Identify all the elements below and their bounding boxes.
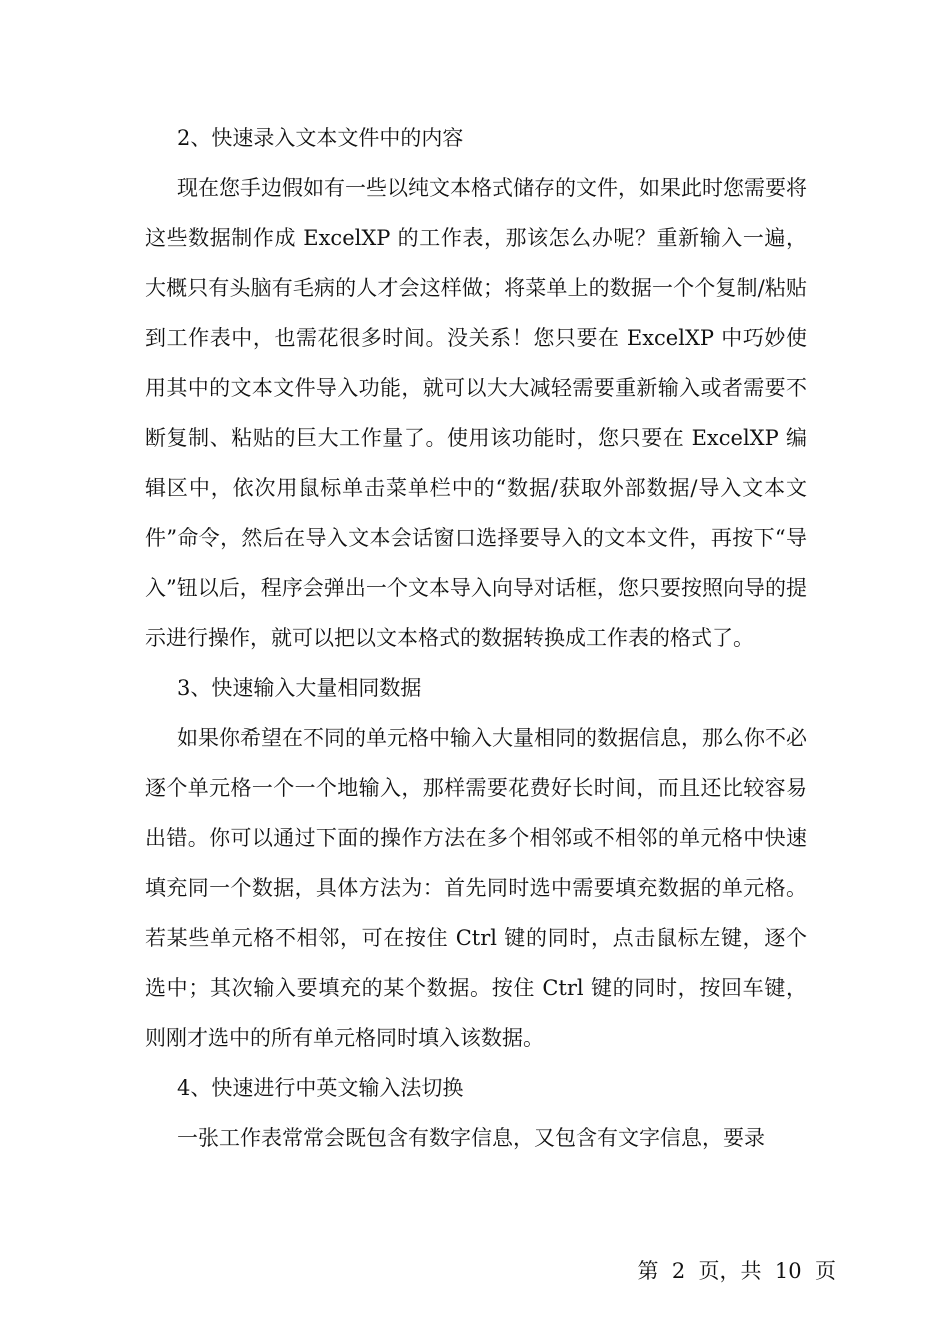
section-heading-4: 4、快速进行中英文输入法切换 (177, 1076, 464, 1100)
page-number-footer: 第 2 页，共 10 页 (637, 1259, 836, 1283)
paragraph-input-switch: 一张工作表常常会既包含有数字信息，又包含有文字信息，要录 (177, 1126, 765, 1150)
paragraph-text-import: 现在您手边假如有一些以纯文本格式储存的文件，如果此时您需要将这些数据制作成 ExcelXP 的工作表，那该怎么办呢？重新输入一遍，大概只有头脑有毛病的人才会这样做；将菜单上的数据一个个复制/粘贴到工作表中，也需花很多时间。没关系！您只要在 ExcelXP 中巧妙使用其中的文本文件导入功能，就可以大大减轻需要重新输入或者需要不断复制、粘贴的巨大工作量了。使用该功能时，您只要在 ExcelXP 编辑区中，依次用鼠标单击菜单栏中的“数据/获取外部数据/导入文本文件”命令，然后在导入文本会话窗口选择要导入的文本文件，再按下“导入”钮以后，程序会弹出一个文本导入向导对话框，您只要按照向导的提示进行操作，就可以把以文本格式的数据转换成工作表的格式了。 (145, 176, 807, 650)
section-heading-2: 2、快速录入文本文件中的内容 (177, 126, 464, 150)
document-body (145, 113, 807, 1163)
section-heading-3: 3、快速输入大量相同数据 (177, 676, 422, 700)
paragraph-same-data: 如果你希望在不同的单元格中输入大量相同的数据信息，那么你不必逐个单元格一个一个地输入，那样需要花费好长时间，而且还比较容易出错。你可以通过下面的操作方法在多个相邻或不相邻的单元格中快速填充同一个数据，具体方法为：首先同时选中需要填充数据的单元格。若某些单元格不相邻，可在按住 Ctrl 键的同时，点击鼠标左键，逐个选中；其次输入要填充的某个数据。按住 Ctrl 键的同时，按回车键，则刚才选中的所有单元格同时填入该数据。 (145, 726, 807, 1050)
